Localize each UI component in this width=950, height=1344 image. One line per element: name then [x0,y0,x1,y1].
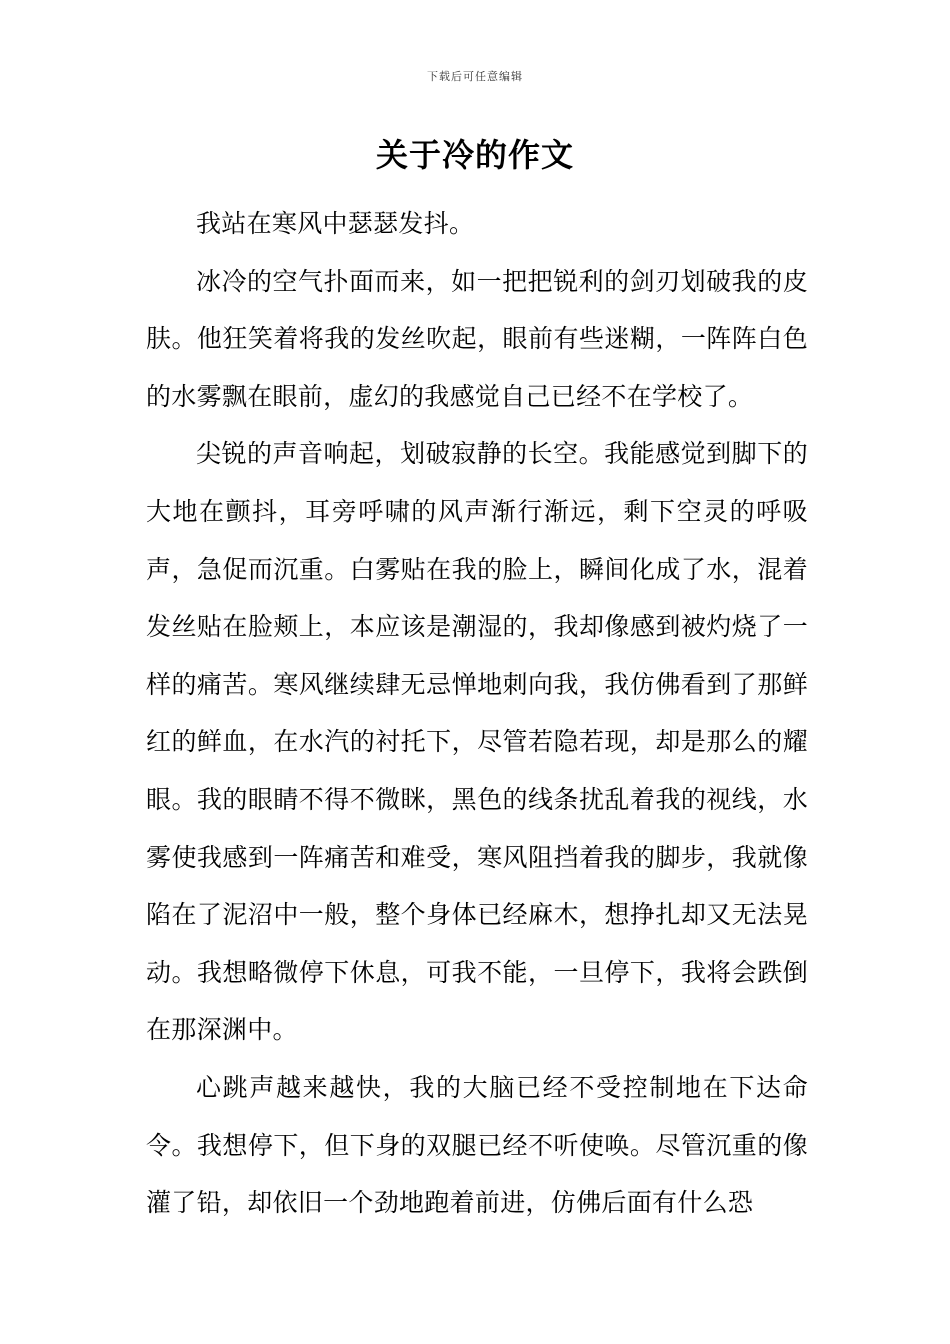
paragraph-4: 心跳声越来越快，我的大脑已经不受控制地在下达命令。我想停下，但下身的双腿已经不听使唤。尽管沉重的像灌了铅，却依旧一个劲地跑着前进，仿佛后面有什么恐 [146,1072,808,1218]
page-title: 关于冷的作文 [375,136,574,174]
header-note: 下载后可任意编辑 [427,70,523,83]
essay-body [146,195,808,1232]
paragraph-2: 冰冷的空气扑面而来，如一把把锐利的剑刃划破我的皮肤。他狂笑着将我的发丝吹起，眼前有些迷糊，一阵阵白色的水雾飘在眼前，虚幻的我感觉自己已经不在学校了。 [146,266,808,411]
paragraph-1: 我站在寒风中瑟瑟发抖。 [196,209,475,238]
paragraph-3: 尖锐的声音响起，划破寂静的长空。我能感觉到脚下的大地在颤抖，耳旁呼啸的风声渐行渐远，剩下空灵的呼吸声，急促而沉重。白雾贴在我的脸上，瞬间化成了水，混着发丝贴在脸颊上，本应该是潮湿的，我却像感到被灼烧了一样的痛苦。寒风继续肆无忌惮地刺向我，我仿佛看到了那鲜红的鲜血，在水汽的衬托下，尽管若隐若现，却是那么的耀眼。我的眼睛不得不微眯，黑色的线条扰乱着我的视线，水雾使我感到一阵痛苦和难受，寒风阻挡着我的脚步，我就像陷在了泥沼中一般，整个身体已经麻木，想挣扎却又无法晃动。我想略微停下休息，可我不能，一旦停下，我将会跌倒在那深渊中。 [146,439,808,1045]
